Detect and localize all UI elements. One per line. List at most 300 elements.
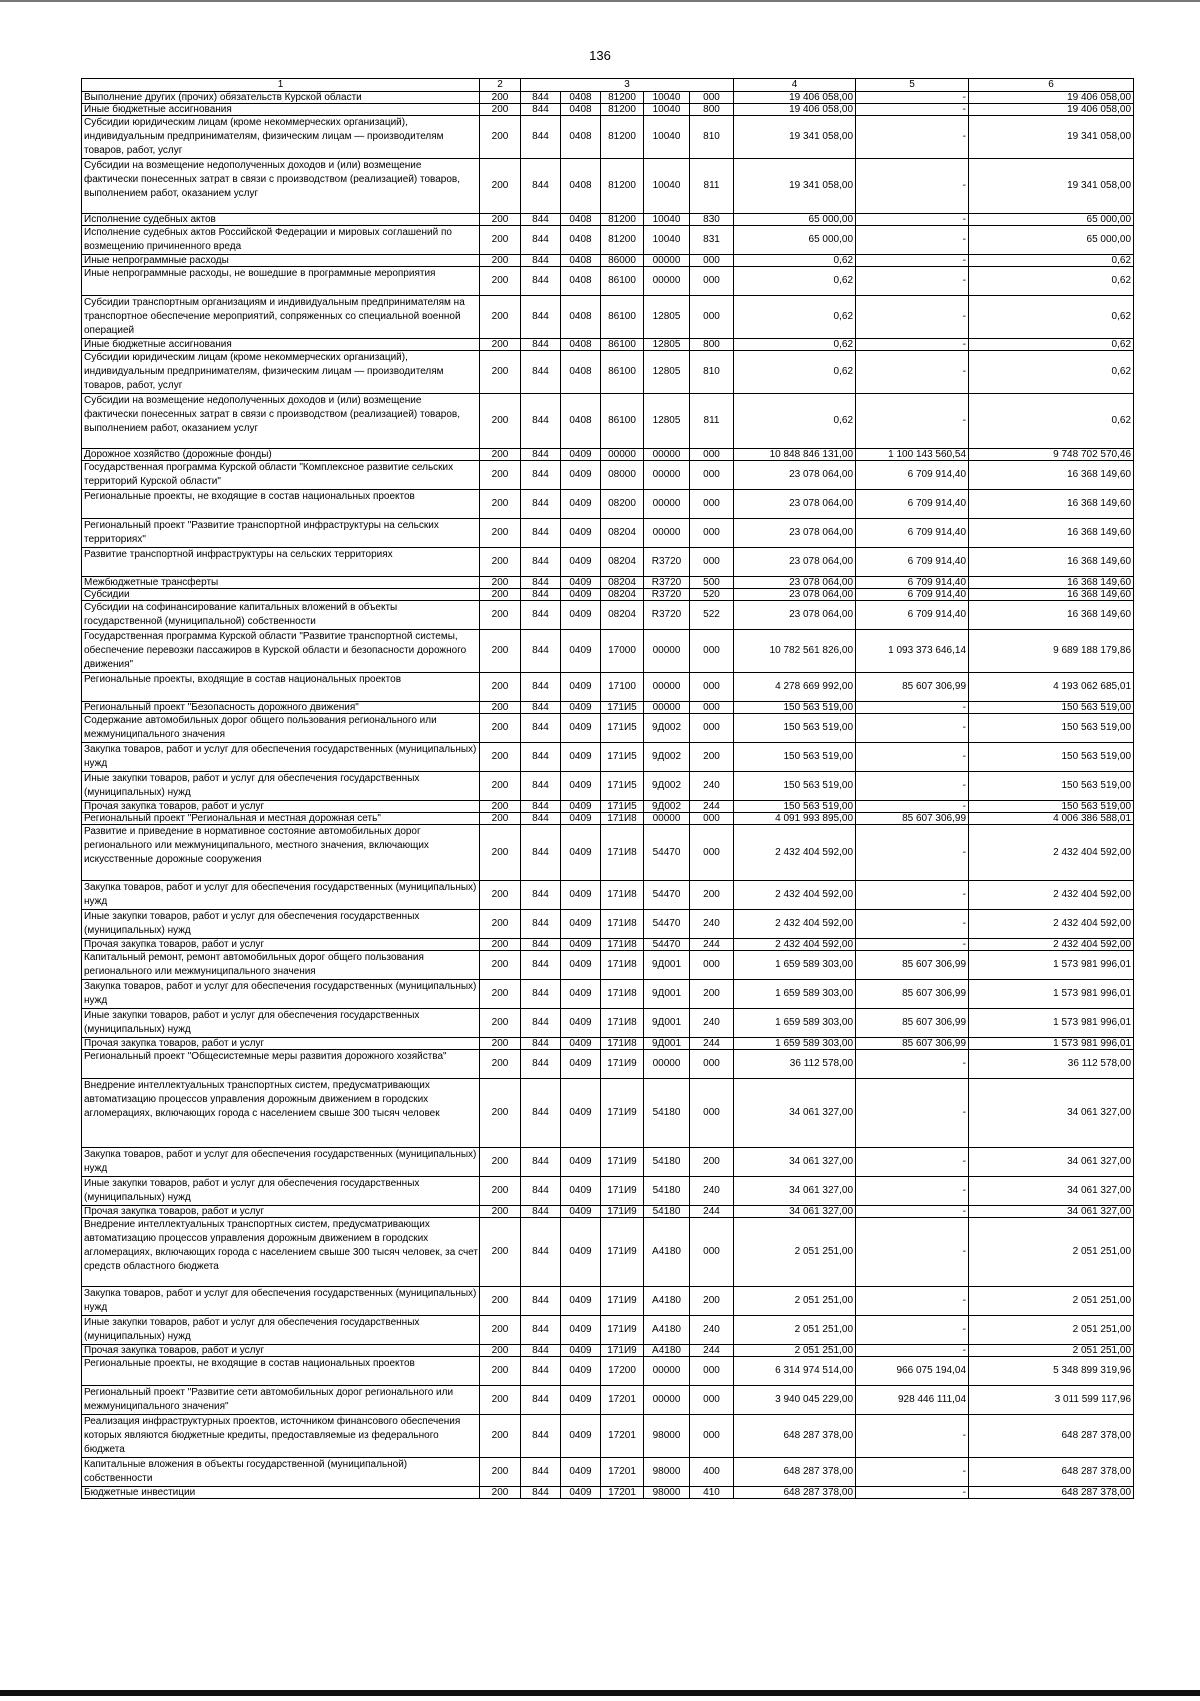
header-col-1: 1 bbox=[82, 79, 480, 92]
cell-section-code: 0409 bbox=[561, 980, 601, 1009]
cell-ministry-code: 844 bbox=[521, 255, 561, 267]
cell-ministry-code: 844 bbox=[521, 951, 561, 980]
cell-name: Иные закупки товаров, работ и услуг для обеспечения государственных (муниципальных) нужд bbox=[82, 910, 480, 939]
cell-line-code: 200 bbox=[480, 743, 521, 772]
cell-unexecuted: 2 051 251,00 bbox=[969, 1218, 1134, 1287]
cell-name: Межбюджетные трансферты bbox=[82, 577, 480, 589]
cell-ministry-code: 844 bbox=[521, 1345, 561, 1357]
cell-line-code: 200 bbox=[480, 1038, 521, 1050]
cell-approved: 36 112 578,00 bbox=[734, 1050, 856, 1079]
cell-section-code: 0409 bbox=[561, 1458, 601, 1487]
cell-unexecuted: 0,62 bbox=[969, 339, 1134, 351]
table-row bbox=[82, 1148, 1134, 1177]
cell-ministry-code: 844 bbox=[521, 159, 561, 214]
cell-line-code: 200 bbox=[480, 881, 521, 910]
cell-executed: 6 709 914,40 bbox=[856, 589, 969, 601]
cell-approved: 23 078 064,00 bbox=[734, 601, 856, 630]
cell-executed: - bbox=[856, 339, 969, 351]
cell-name: Государственная программа Курской области "Комплексное развитие сельских территорий Курской области" bbox=[82, 461, 480, 490]
table-row bbox=[82, 1415, 1134, 1458]
cell-target-sub-code: 00000 bbox=[644, 702, 690, 714]
cell-approved: 3 940 045 229,00 bbox=[734, 1386, 856, 1415]
header-col-3: 3 bbox=[521, 79, 734, 92]
cell-executed: 85 607 306,99 bbox=[856, 813, 969, 825]
cell-approved: 2 432 404 592,00 bbox=[734, 881, 856, 910]
cell-executed: 6 709 914,40 bbox=[856, 601, 969, 630]
table-row bbox=[82, 92, 1134, 104]
cell-expense-type: 000 bbox=[690, 296, 734, 339]
cell-section-code: 0409 bbox=[561, 461, 601, 490]
cell-target-sub-code: 54470 bbox=[644, 825, 690, 881]
table-row bbox=[82, 394, 1134, 449]
cell-ministry-code: 844 bbox=[521, 1316, 561, 1345]
cell-expense-type: 500 bbox=[690, 577, 734, 589]
table-row bbox=[82, 159, 1134, 214]
header-col-6: 6 bbox=[969, 79, 1134, 92]
cell-name: Бюджетные инвестиции bbox=[82, 1487, 480, 1499]
header-col-4: 4 bbox=[734, 79, 856, 92]
cell-expense-type: 000 bbox=[690, 1357, 734, 1386]
cell-executed: 85 607 306,99 bbox=[856, 980, 969, 1009]
table-row bbox=[82, 449, 1134, 461]
cell-expense-type: 811 bbox=[690, 394, 734, 449]
cell-approved: 34 061 327,00 bbox=[734, 1079, 856, 1148]
table-row bbox=[82, 601, 1134, 630]
cell-section-code: 0409 bbox=[561, 601, 601, 630]
cell-target-code: 17200 bbox=[601, 1357, 644, 1386]
cell-target-code: 81200 bbox=[601, 214, 644, 226]
cell-name: Субсидии юридическим лицам (кроме некоммерческих организаций), индивидуальным предпринимателям, физическим лицам — производителям товаров, работ, услуг bbox=[82, 116, 480, 159]
cell-approved: 150 563 519,00 bbox=[734, 702, 856, 714]
cell-line-code: 200 bbox=[480, 1050, 521, 1079]
cell-target-code: 17000 bbox=[601, 630, 644, 673]
cell-expense-type: 200 bbox=[690, 881, 734, 910]
cell-target-sub-code: 00000 bbox=[644, 673, 690, 702]
cell-executed: 85 607 306,99 bbox=[856, 673, 969, 702]
cell-approved: 19 341 058,00 bbox=[734, 116, 856, 159]
cell-target-code: 86100 bbox=[601, 394, 644, 449]
cell-section-code: 0408 bbox=[561, 255, 601, 267]
cell-name: Закупка товаров, работ и услуг для обеспечения государственных (муниципальных) нужд bbox=[82, 1287, 480, 1316]
cell-line-code: 200 bbox=[480, 589, 521, 601]
cell-target-code: 171И5 bbox=[601, 801, 644, 813]
cell-ministry-code: 844 bbox=[521, 939, 561, 951]
cell-executed: 6 709 914,40 bbox=[856, 519, 969, 548]
cell-target-sub-code: R3720 bbox=[644, 589, 690, 601]
cell-ministry-code: 844 bbox=[521, 589, 561, 601]
cell-target-sub-code: 9Д001 bbox=[644, 951, 690, 980]
cell-unexecuted: 150 563 519,00 bbox=[969, 743, 1134, 772]
cell-line-code: 200 bbox=[480, 1079, 521, 1148]
table-row bbox=[82, 116, 1134, 159]
cell-executed: - bbox=[856, 394, 969, 449]
table-row bbox=[82, 1079, 1134, 1148]
cell-section-code: 0409 bbox=[561, 743, 601, 772]
cell-unexecuted: 150 563 519,00 bbox=[969, 702, 1134, 714]
cell-target-sub-code: 10040 bbox=[644, 214, 690, 226]
cell-unexecuted: 16 368 149,60 bbox=[969, 519, 1134, 548]
cell-ministry-code: 844 bbox=[521, 673, 561, 702]
cell-unexecuted: 2 051 251,00 bbox=[969, 1287, 1134, 1316]
cell-line-code: 200 bbox=[480, 702, 521, 714]
cell-unexecuted: 0,62 bbox=[969, 296, 1134, 339]
cell-ministry-code: 844 bbox=[521, 910, 561, 939]
cell-line-code: 200 bbox=[480, 104, 521, 116]
budget-table-container bbox=[81, 78, 1133, 1499]
cell-name: Субсидии транспортным организациям и индивидуальным предпринимателям на транспортное обеспечение мероприятий, сопряженных со специальной военной операцией bbox=[82, 296, 480, 339]
cell-unexecuted: 1 573 981 996,01 bbox=[969, 1009, 1134, 1038]
cell-name: Капитальные вложения в объекты государственной (муниципальной) собственности bbox=[82, 1458, 480, 1487]
cell-approved: 65 000,00 bbox=[734, 226, 856, 255]
table-row bbox=[82, 490, 1134, 519]
cell-ministry-code: 844 bbox=[521, 296, 561, 339]
cell-section-code: 0408 bbox=[561, 116, 601, 159]
cell-executed: - bbox=[856, 881, 969, 910]
cell-target-sub-code: 00000 bbox=[644, 461, 690, 490]
cell-name: Дорожное хозяйство (дорожные фонды) bbox=[82, 449, 480, 461]
scan-bottom-edge bbox=[0, 1690, 1200, 1696]
cell-executed: - bbox=[856, 267, 969, 296]
cell-ministry-code: 844 bbox=[521, 813, 561, 825]
cell-target-sub-code: 00000 bbox=[644, 519, 690, 548]
cell-name: Внедрение интеллектуальных транспортных систем, предусматривающих автоматизацию процессов управления дорожным движением в городских агломерациях, включающих города с населением свыше 300 тысяч человек, за счет средств областного бюджета bbox=[82, 1218, 480, 1287]
cell-expense-type: 000 bbox=[690, 702, 734, 714]
cell-name: Прочая закупка товаров, работ и услуг bbox=[82, 1206, 480, 1218]
cell-section-code: 0409 bbox=[561, 1148, 601, 1177]
cell-executed: - bbox=[856, 702, 969, 714]
cell-ministry-code: 844 bbox=[521, 577, 561, 589]
cell-executed: - bbox=[856, 1458, 969, 1487]
table-row bbox=[82, 714, 1134, 743]
cell-name: Развитие транспортной инфраструктуры на сельских территориях bbox=[82, 548, 480, 577]
cell-target-sub-code: 9Д002 bbox=[644, 743, 690, 772]
cell-executed: - bbox=[856, 296, 969, 339]
cell-line-code: 200 bbox=[480, 214, 521, 226]
scan-top-edge bbox=[0, 0, 1200, 2]
table-row bbox=[82, 267, 1134, 296]
cell-name: Субсидии на софинансирование капитальных вложений в объекты государственной (муниципальной) собственности bbox=[82, 601, 480, 630]
cell-target-sub-code: 00000 bbox=[644, 1357, 690, 1386]
cell-line-code: 200 bbox=[480, 910, 521, 939]
cell-name: Прочая закупка товаров, работ и услуг bbox=[82, 939, 480, 951]
cell-section-code: 0409 bbox=[561, 519, 601, 548]
cell-expense-type: 410 bbox=[690, 1487, 734, 1499]
cell-expense-type: 831 bbox=[690, 226, 734, 255]
cell-target-code: 81200 bbox=[601, 159, 644, 214]
cell-unexecuted: 16 368 149,60 bbox=[969, 589, 1134, 601]
cell-target-sub-code: R3720 bbox=[644, 548, 690, 577]
cell-expense-type: 000 bbox=[690, 714, 734, 743]
cell-name: Иные закупки товаров, работ и услуг для обеспечения государственных (муниципальных) нужд bbox=[82, 1009, 480, 1038]
cell-name: Прочая закупка товаров, работ и услуг bbox=[82, 1345, 480, 1357]
cell-line-code: 200 bbox=[480, 490, 521, 519]
cell-target-sub-code: 10040 bbox=[644, 104, 690, 116]
table-row bbox=[82, 577, 1134, 589]
cell-approved: 0,62 bbox=[734, 296, 856, 339]
cell-section-code: 0409 bbox=[561, 881, 601, 910]
cell-expense-type: 000 bbox=[690, 1218, 734, 1287]
cell-name: Региональный проект "Региональная и местная дорожная сеть" bbox=[82, 813, 480, 825]
cell-unexecuted: 9 748 702 570,46 bbox=[969, 449, 1134, 461]
cell-target-sub-code: А4180 bbox=[644, 1287, 690, 1316]
cell-approved: 2 051 251,00 bbox=[734, 1316, 856, 1345]
cell-line-code: 200 bbox=[480, 159, 521, 214]
table-row bbox=[82, 772, 1134, 801]
cell-expense-type: 810 bbox=[690, 116, 734, 159]
table-row bbox=[82, 630, 1134, 673]
table-row bbox=[82, 951, 1134, 980]
cell-target-sub-code: 98000 bbox=[644, 1487, 690, 1499]
cell-target-code: 171И8 bbox=[601, 813, 644, 825]
table-row bbox=[82, 1487, 1134, 1499]
cell-approved: 2 432 404 592,00 bbox=[734, 939, 856, 951]
cell-approved: 150 563 519,00 bbox=[734, 714, 856, 743]
cell-ministry-code: 844 bbox=[521, 1415, 561, 1458]
cell-approved: 2 051 251,00 bbox=[734, 1287, 856, 1316]
cell-unexecuted: 3 011 599 117,96 bbox=[969, 1386, 1134, 1415]
table-row bbox=[82, 255, 1134, 267]
cell-target-code: 171И9 bbox=[601, 1079, 644, 1148]
cell-expense-type: 000 bbox=[690, 1050, 734, 1079]
header-col-5: 5 bbox=[856, 79, 969, 92]
table-row bbox=[82, 1218, 1134, 1287]
cell-executed: - bbox=[856, 939, 969, 951]
table-row bbox=[82, 461, 1134, 490]
table-row bbox=[82, 226, 1134, 255]
cell-expense-type: 000 bbox=[690, 825, 734, 881]
cell-unexecuted: 1 573 981 996,01 bbox=[969, 980, 1134, 1009]
cell-unexecuted: 2 051 251,00 bbox=[969, 1316, 1134, 1345]
table-row bbox=[82, 589, 1134, 601]
cell-approved: 0,62 bbox=[734, 267, 856, 296]
table-row bbox=[82, 1345, 1134, 1357]
cell-unexecuted: 65 000,00 bbox=[969, 226, 1134, 255]
cell-target-code: 171И5 bbox=[601, 702, 644, 714]
cell-target-code: 171И8 bbox=[601, 1009, 644, 1038]
cell-ministry-code: 844 bbox=[521, 1386, 561, 1415]
cell-section-code: 0408 bbox=[561, 226, 601, 255]
cell-section-code: 0408 bbox=[561, 267, 601, 296]
cell-section-code: 0409 bbox=[561, 630, 601, 673]
cell-section-code: 0409 bbox=[561, 449, 601, 461]
cell-expense-type: 000 bbox=[690, 951, 734, 980]
cell-expense-type: 000 bbox=[690, 255, 734, 267]
cell-ministry-code: 844 bbox=[521, 461, 561, 490]
cell-section-code: 0409 bbox=[561, 801, 601, 813]
cell-section-code: 0409 bbox=[561, 548, 601, 577]
cell-ministry-code: 844 bbox=[521, 1487, 561, 1499]
cell-line-code: 200 bbox=[480, 577, 521, 589]
cell-line-code: 200 bbox=[480, 1287, 521, 1316]
cell-target-sub-code: 00000 bbox=[644, 267, 690, 296]
cell-executed: - bbox=[856, 214, 969, 226]
cell-target-code: 08200 bbox=[601, 490, 644, 519]
cell-expense-type: 000 bbox=[690, 673, 734, 702]
cell-ministry-code: 844 bbox=[521, 1177, 561, 1206]
cell-line-code: 200 bbox=[480, 673, 521, 702]
cell-target-sub-code: 9Д001 bbox=[644, 1038, 690, 1050]
cell-section-code: 0409 bbox=[561, 951, 601, 980]
cell-target-code: 81200 bbox=[601, 116, 644, 159]
cell-target-sub-code: А4180 bbox=[644, 1218, 690, 1287]
cell-unexecuted: 4 006 386 588,01 bbox=[969, 813, 1134, 825]
cell-ministry-code: 844 bbox=[521, 1148, 561, 1177]
cell-expense-type: 000 bbox=[690, 548, 734, 577]
cell-approved: 0,62 bbox=[734, 339, 856, 351]
table-row bbox=[82, 910, 1134, 939]
table-row bbox=[82, 296, 1134, 339]
cell-target-sub-code: 10040 bbox=[644, 116, 690, 159]
cell-approved: 34 061 327,00 bbox=[734, 1206, 856, 1218]
table-row bbox=[82, 104, 1134, 116]
cell-executed: - bbox=[856, 1316, 969, 1345]
cell-unexecuted: 2 432 404 592,00 bbox=[969, 825, 1134, 881]
cell-executed: - bbox=[856, 772, 969, 801]
cell-name: Региональные проекты, не входящие в состав национальных проектов bbox=[82, 1357, 480, 1386]
cell-executed: - bbox=[856, 1079, 969, 1148]
cell-name: Исполнение судебных актов Российской Федерации и мировых соглашений по возмещению причиненного вреда bbox=[82, 226, 480, 255]
cell-target-sub-code: 00000 bbox=[644, 1050, 690, 1079]
cell-target-sub-code: 9Д002 bbox=[644, 772, 690, 801]
cell-expense-type: 520 bbox=[690, 589, 734, 601]
cell-ministry-code: 844 bbox=[521, 825, 561, 881]
table-row bbox=[82, 1287, 1134, 1316]
cell-unexecuted: 19 341 058,00 bbox=[969, 116, 1134, 159]
cell-target-sub-code: 10040 bbox=[644, 92, 690, 104]
cell-executed: - bbox=[856, 159, 969, 214]
cell-ministry-code: 844 bbox=[521, 104, 561, 116]
cell-ministry-code: 844 bbox=[521, 226, 561, 255]
cell-line-code: 200 bbox=[480, 226, 521, 255]
cell-ministry-code: 844 bbox=[521, 519, 561, 548]
cell-expense-type: 000 bbox=[690, 519, 734, 548]
cell-expense-type: 000 bbox=[690, 630, 734, 673]
table-row bbox=[82, 702, 1134, 714]
table-row bbox=[82, 825, 1134, 881]
table-row bbox=[82, 519, 1134, 548]
budget-table bbox=[81, 78, 1134, 1499]
cell-executed: - bbox=[856, 92, 969, 104]
cell-executed: - bbox=[856, 1218, 969, 1287]
cell-executed: - bbox=[856, 1345, 969, 1357]
cell-approved: 4 278 669 992,00 bbox=[734, 673, 856, 702]
table-row bbox=[82, 1050, 1134, 1079]
cell-name: Иные непрограммные расходы, не вошедшие в программные мероприятия bbox=[82, 267, 480, 296]
cell-unexecuted: 19 341 058,00 bbox=[969, 159, 1134, 214]
cell-target-sub-code: 54180 bbox=[644, 1177, 690, 1206]
cell-target-sub-code: 98000 bbox=[644, 1415, 690, 1458]
cell-line-code: 200 bbox=[480, 1357, 521, 1386]
cell-target-code: 171И8 bbox=[601, 939, 644, 951]
cell-target-code: 171И9 bbox=[601, 1050, 644, 1079]
cell-unexecuted: 34 061 327,00 bbox=[969, 1206, 1134, 1218]
cell-target-sub-code: 98000 bbox=[644, 1458, 690, 1487]
cell-target-sub-code: 00000 bbox=[644, 813, 690, 825]
cell-unexecuted: 150 563 519,00 bbox=[969, 714, 1134, 743]
cell-ministry-code: 844 bbox=[521, 449, 561, 461]
cell-expense-type: 800 bbox=[690, 339, 734, 351]
cell-target-sub-code: 00000 bbox=[644, 449, 690, 461]
cell-target-code: 86000 bbox=[601, 255, 644, 267]
cell-approved: 2 432 404 592,00 bbox=[734, 825, 856, 881]
table-row bbox=[82, 801, 1134, 813]
cell-expense-type: 000 bbox=[690, 92, 734, 104]
cell-approved: 19 406 058,00 bbox=[734, 104, 856, 116]
table-body bbox=[82, 92, 1134, 1499]
cell-target-sub-code: 00000 bbox=[644, 255, 690, 267]
cell-line-code: 200 bbox=[480, 394, 521, 449]
cell-line-code: 200 bbox=[480, 449, 521, 461]
cell-target-code: 08000 bbox=[601, 461, 644, 490]
cell-executed: - bbox=[856, 1287, 969, 1316]
cell-section-code: 0409 bbox=[561, 1009, 601, 1038]
cell-unexecuted: 16 368 149,60 bbox=[969, 548, 1134, 577]
cell-expense-type: 400 bbox=[690, 1458, 734, 1487]
cell-line-code: 200 bbox=[480, 92, 521, 104]
cell-approved: 0,62 bbox=[734, 394, 856, 449]
cell-target-code: 08204 bbox=[601, 589, 644, 601]
cell-executed: - bbox=[856, 1206, 969, 1218]
cell-name: Закупка товаров, работ и услуг для обеспечения государственных (муниципальных) нужд bbox=[82, 980, 480, 1009]
cell-expense-type: 240 bbox=[690, 910, 734, 939]
cell-section-code: 0409 bbox=[561, 1487, 601, 1499]
cell-section-code: 0409 bbox=[561, 589, 601, 601]
table-row bbox=[82, 743, 1134, 772]
cell-executed: 6 709 914,40 bbox=[856, 490, 969, 519]
cell-unexecuted: 0,62 bbox=[969, 351, 1134, 394]
cell-executed: - bbox=[856, 1177, 969, 1206]
cell-unexecuted: 19 406 058,00 bbox=[969, 92, 1134, 104]
cell-expense-type: 240 bbox=[690, 772, 734, 801]
cell-name: Региональные проекты, не входящие в состав национальных проектов bbox=[82, 490, 480, 519]
table-row bbox=[82, 980, 1134, 1009]
cell-expense-type: 244 bbox=[690, 1345, 734, 1357]
cell-section-code: 0409 bbox=[561, 1038, 601, 1050]
cell-target-sub-code: 54470 bbox=[644, 939, 690, 951]
cell-line-code: 200 bbox=[480, 1415, 521, 1458]
cell-ministry-code: 844 bbox=[521, 714, 561, 743]
cell-executed: 85 607 306,99 bbox=[856, 951, 969, 980]
cell-target-code: 17201 bbox=[601, 1386, 644, 1415]
cell-approved: 1 659 589 303,00 bbox=[734, 980, 856, 1009]
cell-unexecuted: 2 051 251,00 bbox=[969, 1345, 1134, 1357]
cell-line-code: 200 bbox=[480, 1148, 521, 1177]
cell-approved: 23 078 064,00 bbox=[734, 490, 856, 519]
cell-executed: 928 446 111,04 bbox=[856, 1386, 969, 1415]
cell-name: Закупка товаров, работ и услуг для обеспечения государственных (муниципальных) нужд bbox=[82, 1148, 480, 1177]
cell-target-code: 17100 bbox=[601, 673, 644, 702]
cell-expense-type: 811 bbox=[690, 159, 734, 214]
cell-expense-type: 240 bbox=[690, 1316, 734, 1345]
cell-expense-type: 000 bbox=[690, 267, 734, 296]
cell-line-code: 200 bbox=[480, 351, 521, 394]
cell-unexecuted: 34 061 327,00 bbox=[969, 1148, 1134, 1177]
cell-section-code: 0408 bbox=[561, 339, 601, 351]
cell-expense-type: 200 bbox=[690, 980, 734, 1009]
cell-line-code: 200 bbox=[480, 339, 521, 351]
cell-executed: 6 709 914,40 bbox=[856, 548, 969, 577]
cell-approved: 1 659 589 303,00 bbox=[734, 1009, 856, 1038]
cell-target-code: 171И8 bbox=[601, 1038, 644, 1050]
cell-target-sub-code: 12805 bbox=[644, 351, 690, 394]
table-row bbox=[82, 1009, 1134, 1038]
cell-target-sub-code: 54470 bbox=[644, 910, 690, 939]
cell-name: Закупка товаров, работ и услуг для обеспечения государственных (муниципальных) нужд bbox=[82, 743, 480, 772]
cell-target-code: 171И8 bbox=[601, 951, 644, 980]
cell-name: Закупка товаров, работ и услуг для обеспечения государственных (муниципальных) нужд bbox=[82, 881, 480, 910]
cell-approved: 10 848 846 131,00 bbox=[734, 449, 856, 461]
cell-executed: 85 607 306,99 bbox=[856, 1038, 969, 1050]
